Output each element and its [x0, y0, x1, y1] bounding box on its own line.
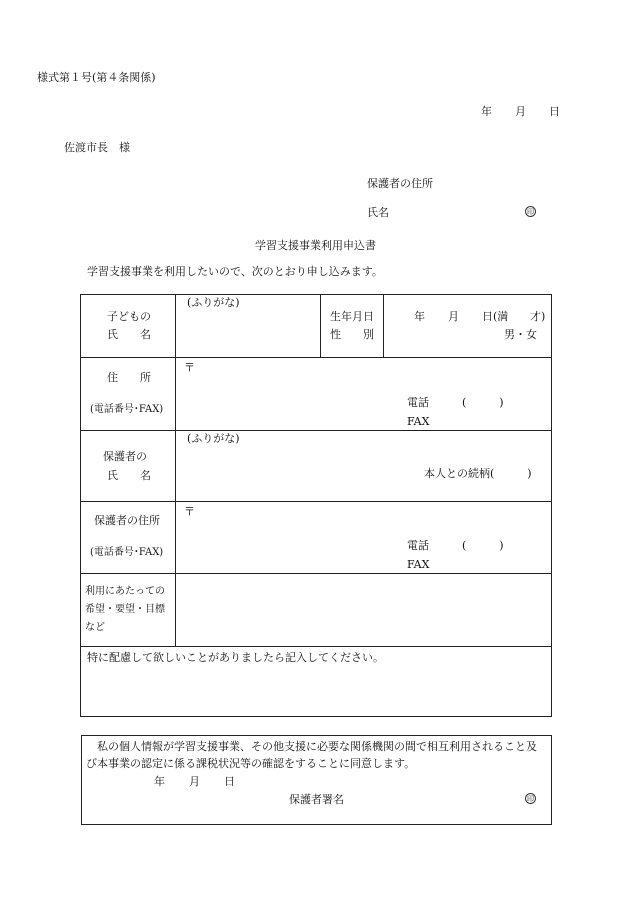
seal-icon: 印 — [527, 208, 534, 216]
addressee: 佐渡市長 様 — [64, 141, 130, 154]
form-title: 学習支援事業利用申込書 — [255, 239, 376, 252]
phone-label: 電話 — [407, 396, 429, 409]
birth-year: 年 — [414, 310, 425, 323]
applicant-name-label: 氏名 — [367, 206, 389, 219]
guardian-label-line2: 氏 名 — [107, 469, 151, 482]
signature-label: 保護者署名 — [289, 793, 344, 806]
form-number: 様式第１号(第４条関係) — [37, 71, 156, 84]
child-furigana-label: (ふりがな) — [187, 296, 240, 309]
goals-label-line2: 希望・要望・目標 — [85, 604, 165, 615]
fax-label: FAX — [407, 415, 430, 428]
consent-year: 年 — [154, 775, 165, 788]
guardian-phone-parens: ( ) — [462, 539, 504, 552]
column-divider — [383, 294, 384, 357]
row-divider — [80, 573, 552, 574]
notes-label: 特に配慮して欲しいことがありましたら記入してください。 — [87, 651, 384, 664]
form-intro: 学習支援事業を利用したいので、次のとおり申し込みます。 — [87, 265, 383, 278]
row-divider — [80, 430, 552, 431]
postal-mark: 〒 — [184, 361, 195, 374]
consent-line1: 私の個人情報が学習支援事業、その他支援に必要な関係機関の間で相互利用されること及 — [97, 740, 537, 753]
guardian-furigana-label: (ふりがな) — [187, 432, 240, 445]
child-label-line1: 子どもの — [107, 310, 151, 323]
guardian-postal-mark: 〒 — [184, 505, 195, 518]
guardian-label-line1: 保護者の — [103, 450, 147, 463]
applicant-address-label: 保護者の住所 — [367, 177, 433, 190]
birthdate-label: 生年月日 — [330, 310, 374, 323]
birth-day-age: 日(満 — [482, 310, 509, 323]
date-month: 月 — [515, 105, 526, 118]
address-sublabel: (電話番号･FAX) — [90, 404, 164, 415]
guardian-fax-label: FAX — [407, 558, 430, 571]
row-divider — [80, 646, 552, 647]
consent-day: 日 — [224, 775, 235, 788]
guardian-phone-label: 電話 — [407, 539, 429, 552]
age-unit: 才) — [530, 310, 546, 323]
birth-month: 月 — [448, 310, 459, 323]
seal-icon: 印 — [527, 795, 534, 803]
date-year: 年 — [481, 105, 492, 118]
consent-line2: び本事業の認定に係る課税状況等の確認をすることに同意します。 — [86, 757, 416, 770]
date-day: 日 — [549, 105, 560, 118]
sex-options[interactable]: 男・女 — [504, 328, 537, 341]
child-label-line2: 氏 名 — [107, 328, 151, 341]
guardian-address-sublabel: (電話番号･FAX) — [90, 547, 164, 558]
row-divider — [80, 357, 552, 358]
phone-parens: ( ) — [462, 396, 504, 409]
child-name-field[interactable] — [176, 308, 319, 356]
address-label: 住 所 — [107, 371, 151, 384]
row-divider — [80, 501, 552, 502]
column-divider — [320, 294, 321, 357]
goals-label-line3: など — [85, 622, 105, 633]
goals-label-line1: 利用にあたっての — [85, 586, 165, 597]
guardian-address-label: 保護者の住所 — [94, 514, 160, 527]
relation-label: 本人との続柄( ) — [424, 467, 532, 480]
sex-label: 性 別 — [330, 328, 374, 341]
consent-month: 月 — [189, 775, 200, 788]
